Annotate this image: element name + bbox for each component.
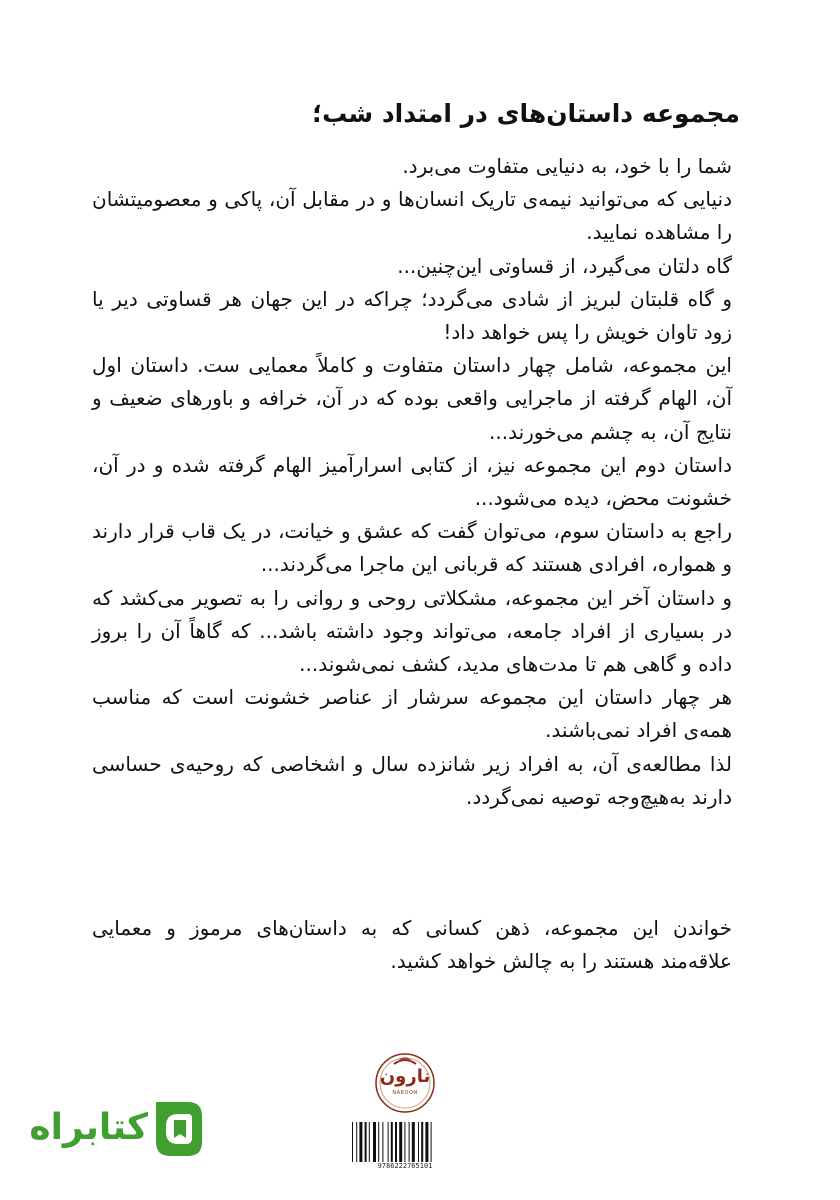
barcode-bar: [382, 1122, 383, 1162]
barcode-bar: [369, 1122, 370, 1162]
barcode-bar: [399, 1122, 402, 1162]
publisher-logo-text: نارون: [379, 1066, 431, 1087]
barcode-bar: [409, 1122, 410, 1162]
barcode-bar: [404, 1122, 405, 1162]
barcode-bar: [391, 1122, 393, 1162]
barcode-bar: [388, 1122, 389, 1162]
brand-wordmark: کتابراه: [29, 1107, 148, 1148]
barcode-bar: [365, 1122, 367, 1162]
blurb-paragraph: این مجموعه، شامل چهار داستان متفاوت و کاملاً معمایی ست. داستان اول آن، الهام گرفته از ماجرایی واقعی بوده که در آن، خرافه و باورهای ضعیف و نتایج آن، به چشم می‌خورند...: [92, 353, 732, 444]
barcode-bar: [352, 1122, 353, 1162]
blurb-paragraph: و داستان آخر این مجموعه، مشکلاتی روحی و روانی را به تصویر می‌کشد که در بسیاری از افراد جامعه، می‌تواند وجود داشته باشد... که گاهاً آن را بروز داده و گاهی هم تا مدت‌های مدید، کشف نمی‌شوند...: [92, 585, 732, 677]
blurb-paragraph: هر چهار داستان این مجموعه سرشار از عناصر خشونت است که مناسب همه‌ی افراد نمی‌باشند.: [92, 685, 732, 743]
book-logo-icon: [148, 1096, 210, 1162]
barcode-bar: [378, 1122, 379, 1162]
blurb-paragraph: دنیایی که می‌توانید نیمه‌ی تاریک انسان‌ها و در مقابل آن، پاکی و معصومیتشان را مشاهده نمایید.: [92, 187, 732, 245]
blurb-paragraph: داستان دوم این مجموعه نیز، از کتابی اسرارآمیز الهام گرفته شده و در آن، خشونت محض، دیده می‌شود...: [92, 452, 732, 511]
barcode-bar: [431, 1122, 432, 1162]
cover-title: مجموعه داستان‌های در امتداد شب؛: [312, 99, 740, 128]
publisher-logo-subtext: NAROON: [392, 1090, 418, 1096]
blurb-paragraph: گاه دلتان می‌گیرد، از قساوتی این‌چنین...: [397, 253, 732, 278]
blurb-paragraph: و گاه قلبتان لبریز از شادی می‌گردد؛ چراکه در این جهان هر قساوتی دیر یا زود تاوان خویش را پس خواهد داد!: [92, 286, 732, 345]
blurb-body: [92, 150, 732, 814]
barcode-number: 9786222765101: [377, 1162, 433, 1170]
barcode-bar: [412, 1122, 415, 1162]
blurb-paragraph: راجع به داستان سوم، می‌توان گفت که عشق و خیانت، در یک قاب قرار دارند و همواره، افرادی هستند که قربانی این ماجرا می‌گردند...: [92, 519, 732, 577]
barcode-bar: [425, 1122, 428, 1162]
barcode-bar: [418, 1122, 419, 1162]
barcode: [350, 1122, 460, 1162]
blurb-paragraph: شما را با خود، به دنیایی متفاوت می‌برد.: [402, 154, 732, 178]
barcode-bar: [356, 1122, 357, 1162]
barcode-bar: [373, 1122, 376, 1162]
blurb-paragraph: لذا مطالعه‌ی آن، به افراد زیر شانزده سال و اشخاصی که روحیه‌ی حساسی دارند به‌هیچ‌وجه توصیه نمی‌گردد.: [92, 751, 732, 809]
closing-note: [92, 912, 732, 978]
closing-paragraph: خواندن این مجموعه، ذهن کسانی که به داستان‌های مرموز و معمایی علاقه‌مند هستند را به چالش خواهد کشید.: [92, 916, 732, 974]
barcode-bar: [359, 1122, 362, 1162]
barcode-bar: [421, 1122, 423, 1162]
barcode-bar: [395, 1122, 397, 1162]
